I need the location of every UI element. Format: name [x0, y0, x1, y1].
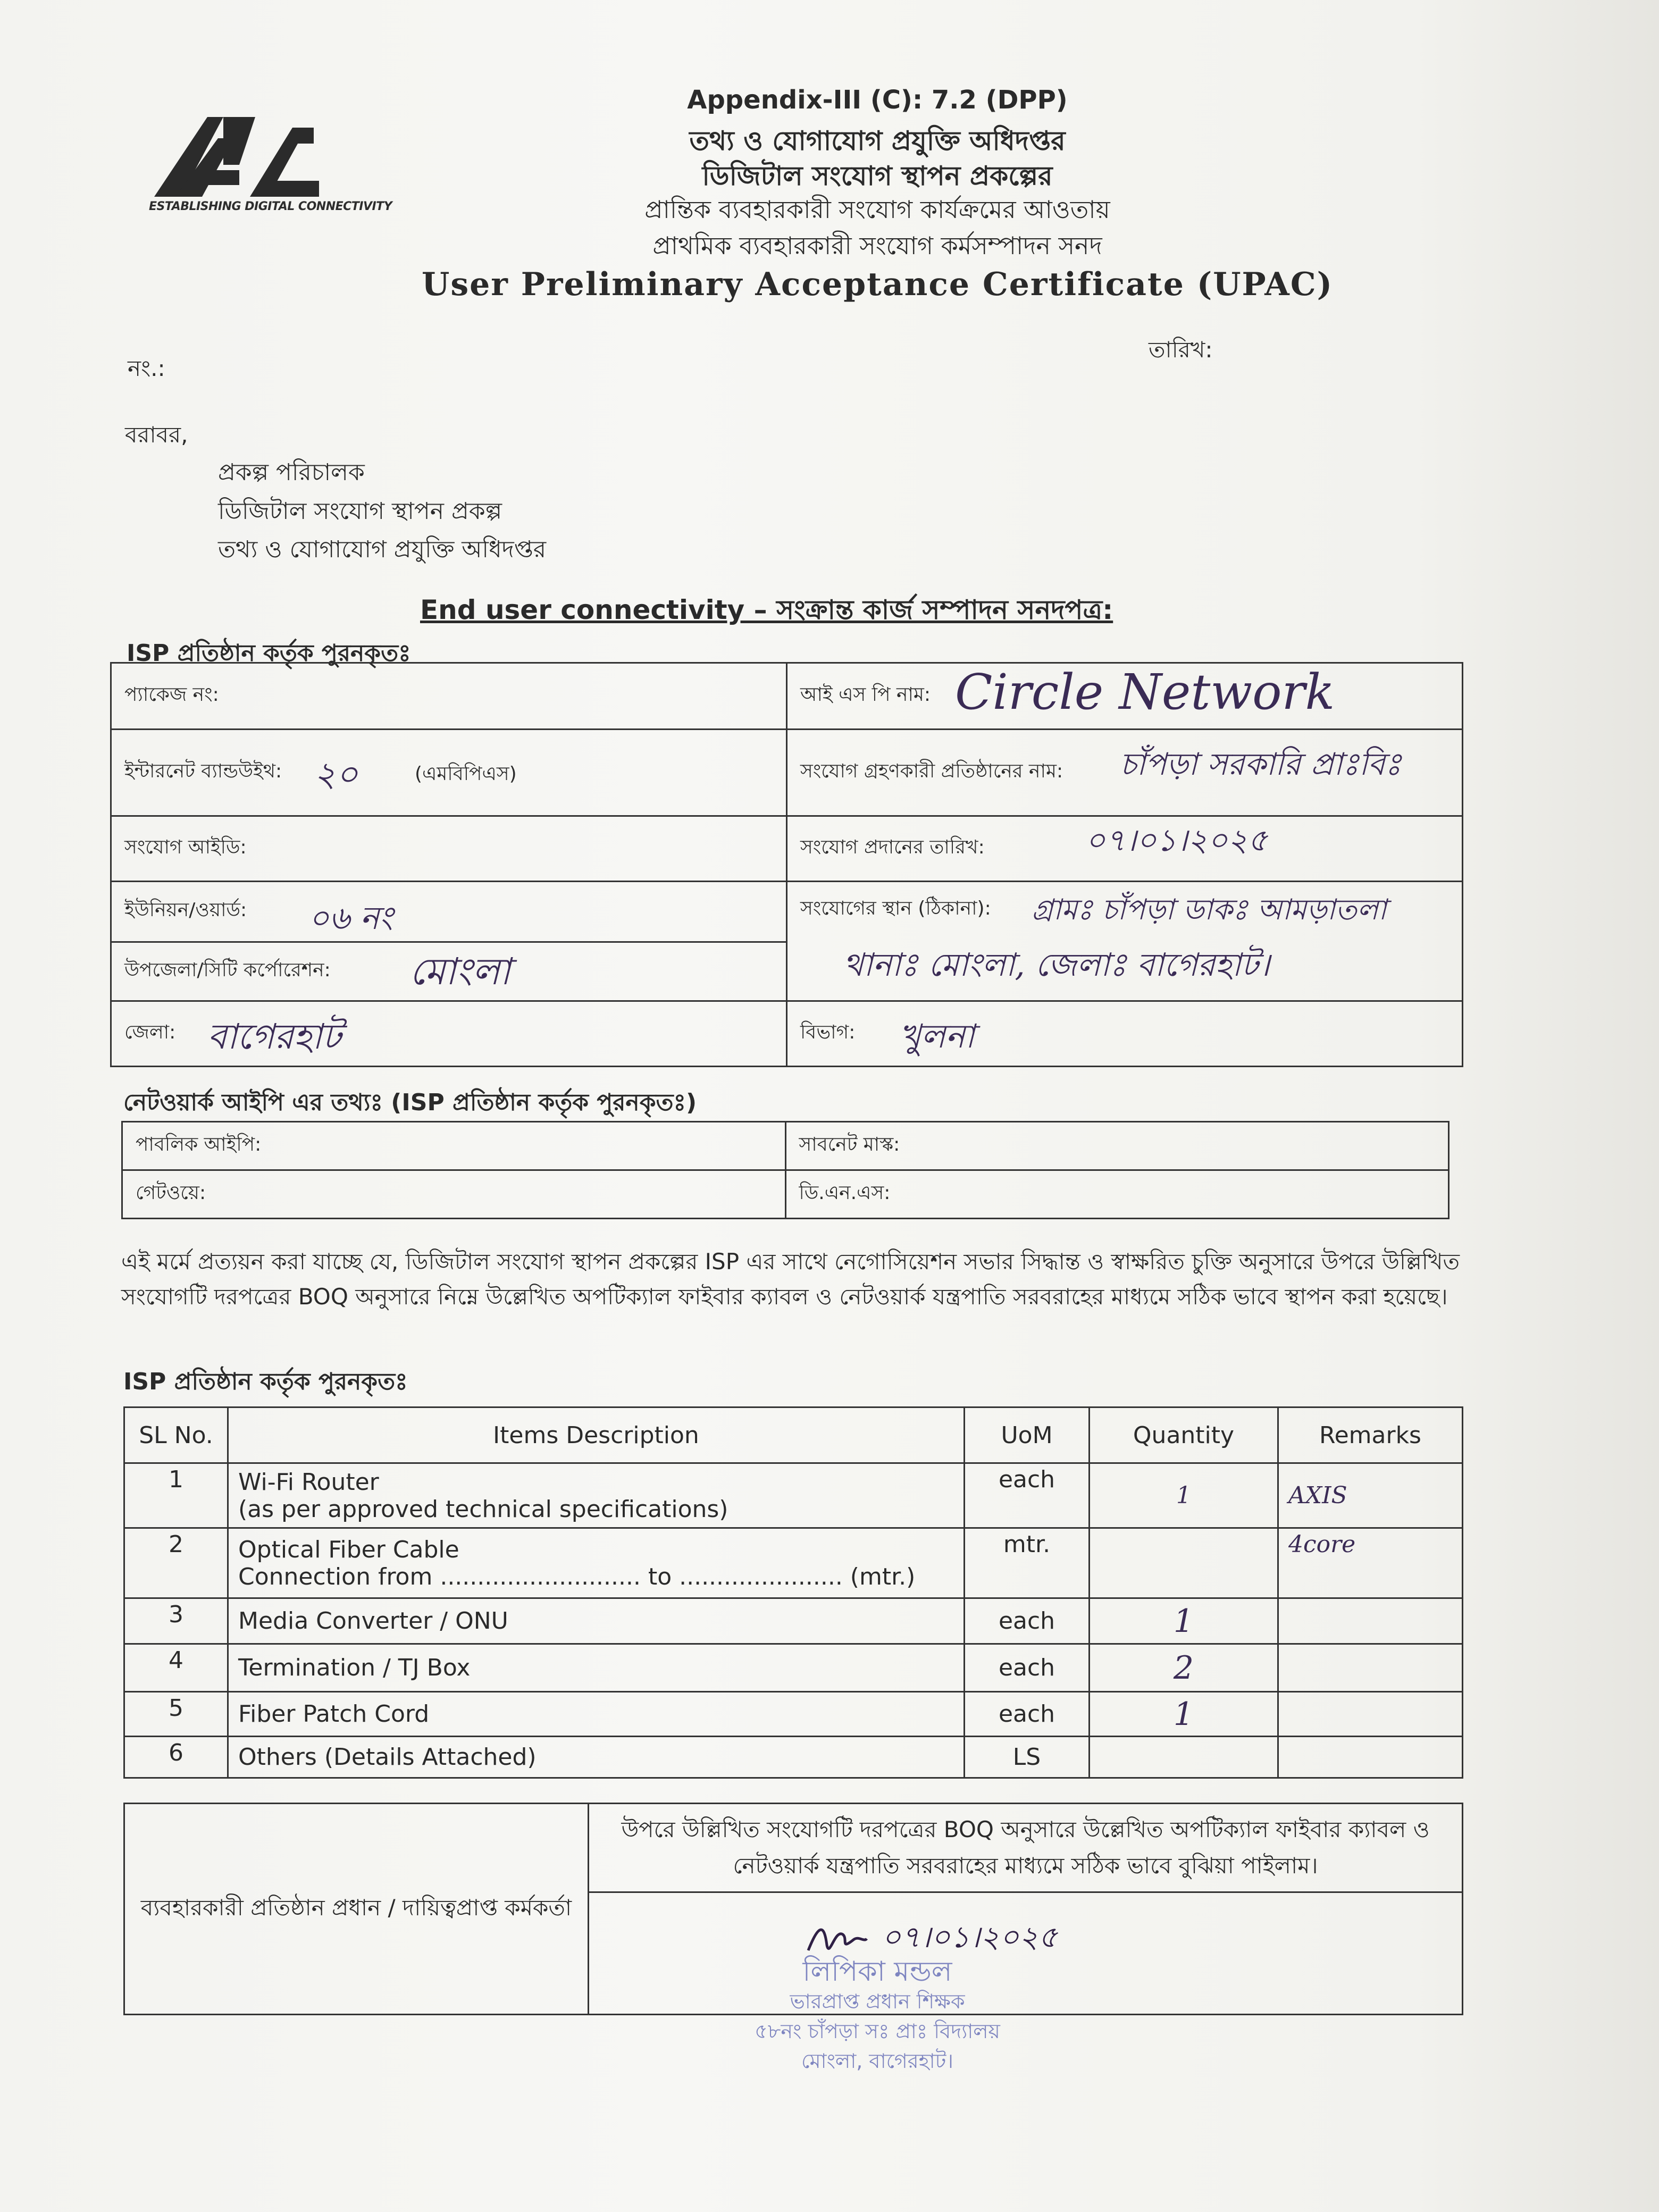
location-value-line2: থানাঃ মোংলা, জেলাঃ বাগেরহাট। [843, 946, 1270, 984]
row-uom: each [965, 1598, 1090, 1644]
row-sl: 1 [124, 1463, 228, 1528]
addressee-line: প্রকল্প পরিচালক [218, 459, 365, 486]
package-label: প্যাকেজ নং: [124, 684, 219, 706]
isp-info-table [110, 662, 1463, 1067]
upazila-value: মোংলা [409, 949, 511, 993]
row-uom: each [965, 1692, 1090, 1737]
signature-date: ০৭।০১।২০২৫ [881, 1920, 1058, 1955]
connection-id-label: সংযোগ আইডি: [124, 836, 247, 858]
row-description [228, 1528, 965, 1598]
header-uom: UoM [965, 1407, 1090, 1463]
stamp-school: ৫৮নং চাঁপড়া সঃ প্রাঃ বিদ্যালয় [755, 2020, 1000, 2043]
header-remarks: Remarks [1278, 1407, 1463, 1463]
edc-logo [144, 106, 392, 229]
network-section-title: নেটওয়ার্ক আইপি এর তথ্যঃ (ISP প্রতিষ্ঠান কর্তৃক পুরনকৃতঃ) [123, 1089, 697, 1116]
receiver-value: চাঁপড়া সরকারি প্রাঃবিঃ [1120, 746, 1402, 782]
gateway-cell [122, 1170, 786, 1219]
union-cell [111, 882, 787, 942]
appendix-ref: Appendix-III (C): 7.2 (DPP) [687, 85, 1068, 115]
upazila-cell [111, 942, 787, 1001]
subnet-mask-label: সাবনেট মাস্ক: [799, 1134, 900, 1155]
row-description-sub: Connection from ........................... to ...................... (mtr.) [238, 1563, 916, 1590]
declaration-text: এই মর্মে প্রত্যয়ন করা যাচ্ছে যে, ডিজিটাল সংযোগ স্থাপন প্রকল্পের ISP এর সাথে নেগোসিয়েশন সভার সিদ্ধান্ত ও স্বাক্ষরিত চুক্তি অনুসারে উপরে উল্লিখিত সংযোগটি দরপত্রের BOQ অনুসারে নিম্নে উল্লেখিত অপটিক্যাল ফাইবার ক্যাবল ও নেটওয়ার্ক যন্ত্রপাতি সরবরাহের মাধ্যমে সঠিক ভাবে স্থাপন করা হয়েছে। [121, 1249, 1460, 1310]
row-description: Fiber Patch Cord [228, 1692, 965, 1737]
department-name: তথ্য ও যোগাযোগ প্রযুক্তি অধিদপ্তর [689, 125, 1066, 156]
subject-line: End user connectivity – সংক্রান্ত কার্জ সম্পাদন সনদপত্র: [420, 594, 1113, 625]
package-cell [111, 663, 787, 730]
district-cell [111, 1001, 787, 1067]
row-uom: LS [965, 1737, 1090, 1778]
program-name: প্রান্তিক ব্যবহারকারী সংযোগ কার্যক্রমের আওতায় [644, 195, 1110, 224]
edc-logo-mark [144, 106, 324, 213]
row-description-main: Optical Fiber Cable [238, 1536, 459, 1563]
connection-date-cell [787, 816, 1463, 882]
connection-date-label: সংযোগ প্রদানের তারিখ: [800, 836, 985, 858]
reference-number-label: নং.: [128, 355, 165, 381]
stamp-designation: ভারপ্রাপ্ত প্রধান শিক্ষক [790, 1990, 965, 2013]
row-sl: 2 [124, 1528, 228, 1598]
row-description [228, 1463, 965, 1528]
stamp-name: লিপিকা মন্ডল [802, 1956, 952, 1988]
receiver-cell [787, 730, 1463, 816]
row-description: Others (Details Attached) [228, 1737, 965, 1778]
row-quantity [1090, 1737, 1278, 1778]
certificate-title-en: User Preliminary Acceptance Certificate (UPAC) [422, 266, 1333, 303]
row-uom: each [965, 1463, 1090, 1528]
bandwidth-unit: (এমবিপিএস) [415, 763, 517, 785]
dns-cell [785, 1170, 1449, 1219]
connection-date-value: ০৭।০১।২০২৫ [1085, 822, 1268, 858]
union-value: ০৬ নং [308, 900, 393, 937]
division-label: বিভাগ: [800, 1021, 856, 1043]
row-quantity: 1 [1090, 1692, 1278, 1737]
row-remarks: 4core [1278, 1528, 1463, 1598]
addressee-line: ডিজিটাল সংযোগ স্থাপন প্রকল্প [218, 498, 502, 525]
bandwidth-value: ২০ [314, 755, 358, 794]
row-quantity: 2 [1090, 1644, 1278, 1692]
location-value-line1: গ্রামঃ চাঁপড়া ডাকঃ আমড়াতলা [1032, 893, 1387, 926]
addressee-salutation: বরাবর, [125, 422, 188, 448]
table-row [124, 1598, 1463, 1644]
row-remarks [1278, 1644, 1463, 1692]
addressee-line: তথ্য ও যোগাযোগ প্রযুক্তি অধিদপ্তর [218, 536, 547, 563]
official-stamp [691, 1957, 1063, 2076]
row-sl: 4 [124, 1644, 228, 1692]
row-description: Media Converter / ONU [228, 1598, 965, 1644]
network-info-table [121, 1121, 1449, 1219]
row-sl: 6 [124, 1737, 228, 1778]
row-quantity: 1 [1090, 1598, 1278, 1644]
table-row [124, 1463, 1463, 1528]
row-remarks [1278, 1692, 1463, 1737]
table-row [124, 1528, 1463, 1598]
public-ip-label: পাবলিক আইপি: [136, 1134, 262, 1155]
public-ip-cell [122, 1122, 786, 1170]
header-sl: SL No. [124, 1407, 228, 1463]
receiver-label: সংযোগ গ্রহণকারী প্রতিষ্ঠানের নাম: [800, 760, 1063, 782]
bandwidth-label: ইন্টারনেট ব্যান্ডউইথ: [124, 760, 282, 782]
row-description-sub: (as per approved technical specifications) [238, 1495, 728, 1523]
division-cell [787, 1001, 1463, 1067]
acknowledgement-role-cell [124, 1804, 589, 2015]
row-description-main: Wi-Fi Router [238, 1468, 379, 1496]
table-row [124, 1644, 1463, 1692]
row-remarks: AXIS [1278, 1463, 1463, 1528]
items-section-title: ISP প্রতিষ্ঠান কর্তৃক পুরনকৃতঃ [123, 1368, 408, 1395]
isp-name-cell [787, 663, 1463, 730]
date-label: তারিখ: [1149, 337, 1213, 363]
signature-scribble [803, 1918, 872, 1961]
district-value: বাগেরহাট [207, 1016, 341, 1057]
row-sl: 5 [124, 1692, 228, 1737]
table-row [124, 1737, 1463, 1778]
isp-section-title: ISP প্রতিষ্ঠান কর্তৃক পুরনকৃতঃ [127, 640, 411, 667]
row-quantity: 1 [1090, 1463, 1278, 1528]
row-remarks [1278, 1598, 1463, 1644]
row-uom: each [965, 1644, 1090, 1692]
items-header-row [124, 1407, 1463, 1463]
items-table [123, 1406, 1463, 1779]
row-sl: 3 [124, 1598, 228, 1644]
gateway-label: গেটওয়ে: [136, 1182, 206, 1204]
row-uom: mtr. [965, 1528, 1090, 1598]
location-cell [787, 882, 1463, 1001]
location-label: সংযোগের স্থান (ঠিকানা): [800, 898, 991, 919]
table-row [124, 1692, 1463, 1737]
union-label: ইউনিয়ন/ওয়ার্ড: [124, 899, 247, 921]
header-description: Items Description [228, 1407, 965, 1463]
certificate-title-bn: প্রাথমিক ব্যবহারকারী সংযোগ কর্মসম্পাদন সনদ [652, 231, 1102, 260]
isp-name-label: আই এস পি নাম: [800, 684, 931, 706]
acknowledgement-role-label: ব্যবহারকারী প্রতিষ্ঠান প্রধান / দায়িত্বপ্রাপ্ত কর্মকর্তা [140, 1894, 572, 1921]
dns-label: ডি.এন.এস: [799, 1182, 891, 1204]
upazila-label: উপজেলা/সিটি কর্পোরেশন: [124, 959, 331, 981]
logo-tagline: ESTABLISHING DIGITAL CONNECTIVITY [149, 200, 392, 213]
acknowledgement-text: উপরে উল্লিখিত সংযোগটি দরপত্রের BOQ অনুসারে উল্লেখিত অপটিক্যাল ফাইবার ক্যাবল ও নেটওয়ার্ক যন্ত্রপাতি সরবরাহের মাধ্যমে সঠিক ভাবে বুঝিয়া পাইলাম। [589, 1804, 1463, 1892]
bandwidth-cell [111, 730, 787, 816]
isp-name-value: Circle Network [955, 664, 1335, 720]
project-name: ডিজিটাল সংযোগ স্থাপন প্রকল্পের [702, 161, 1053, 191]
connection-id-cell [111, 816, 787, 882]
division-value: খুলনা [899, 1017, 975, 1055]
stamp-address: মোংলা, বাগেরহাট। [801, 2049, 953, 2073]
header-quantity: Quantity [1090, 1407, 1278, 1463]
row-description: Termination / TJ Box [228, 1644, 965, 1692]
row-remarks [1278, 1737, 1463, 1778]
district-label: জেলা: [124, 1021, 176, 1043]
row-quantity [1090, 1528, 1278, 1598]
subnet-cell [785, 1122, 1449, 1170]
